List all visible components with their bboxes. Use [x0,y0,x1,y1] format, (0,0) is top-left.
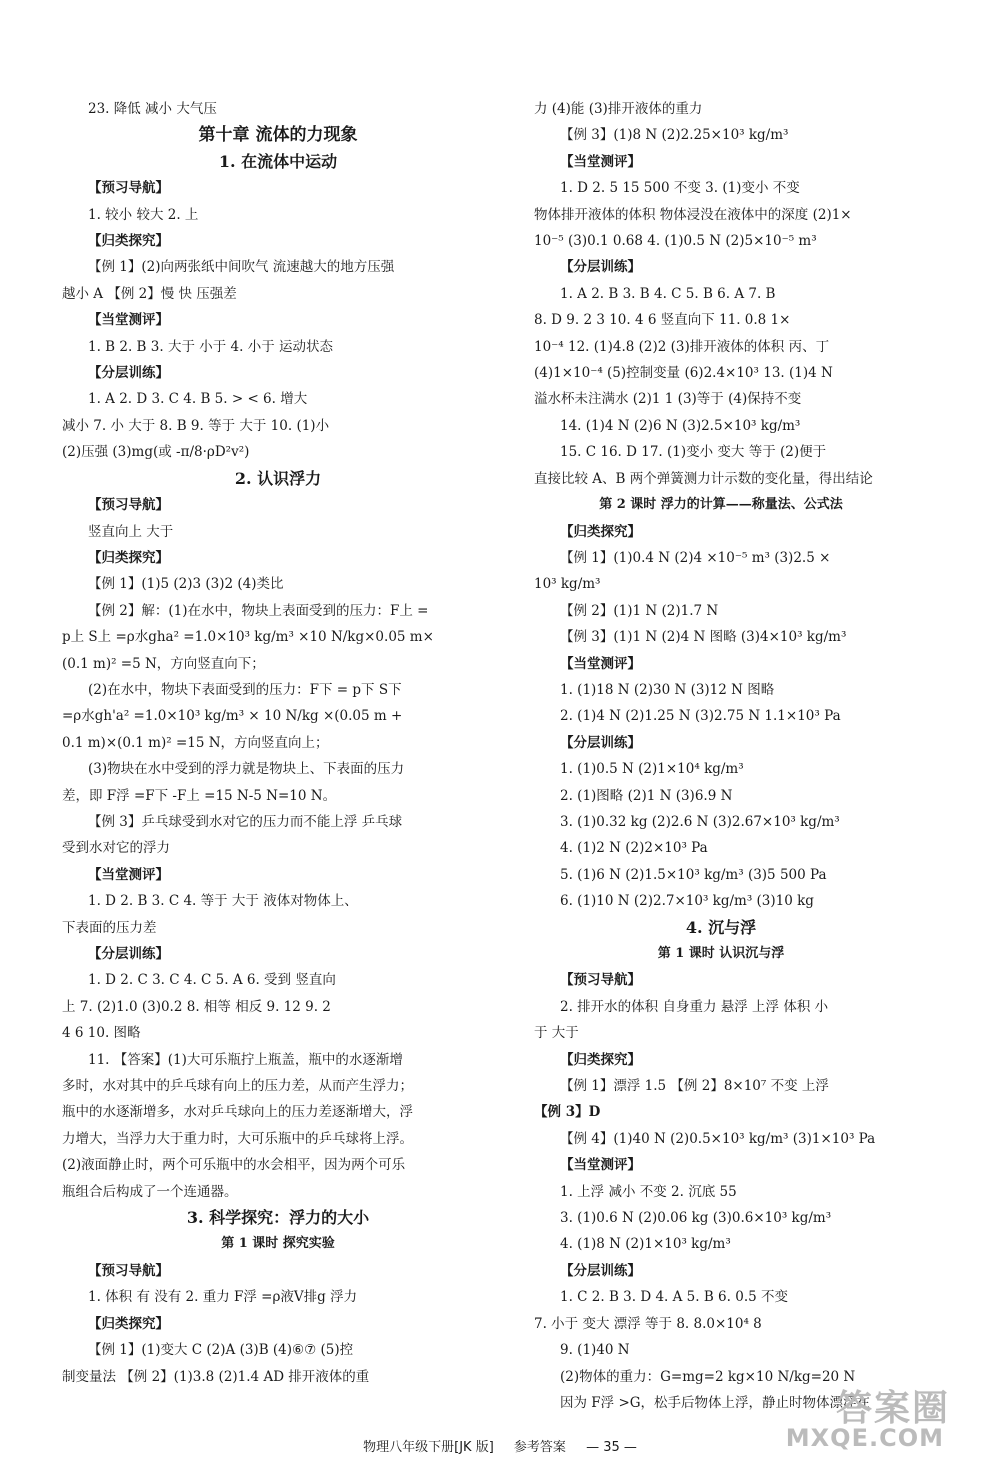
answer-line: 【例 4】(1)40 N (2)0.5×10³ kg/m³ (3)1×10³ Pa [560,1130,876,1147]
answer-line: 【例 2】(1)1 N (2)1.7 N [560,602,719,619]
answer-line: 14. (1)4 N (2)6 N (3)2.5×10³ kg/m³ [560,417,801,434]
footer-page-number: — 35 — [586,1440,637,1455]
answer-line-continued: 受到水对它的浮力 [62,840,170,857]
answer-line-continued: 物体排开液体的体积 物体浸没在液体中的深度 (2)1× [534,206,852,223]
answer-line: 1. B 2. B 3. 大于 小于 4. 小于 运动状态 [88,338,333,355]
answer-line: 【例 1】漂浮 1.5 【例 2】8×10⁷ 不变 上浮 [560,1078,829,1095]
section-tag: 【预习导航】 [88,497,169,514]
section-tag: 【分层训练】 [560,734,641,751]
section-tag: 【归类探究】 [88,1315,169,1332]
answer-line: 2. (1)4 N (2)1.25 N (3)2.75 N 1.1×10³ Pa [560,708,841,725]
answer-line-continued: 10⁻⁵ (3)0.1 0.68 4. (1)0.5 N (2)5×10⁻⁵ m³ [534,233,817,250]
answer-line: 5. (1)6 N (2)1.5×10³ kg/m³ (3)5 500 Pa [560,866,827,883]
answer-line: 1. (1)18 N (2)30 N (3)12 N 图略 [560,681,775,698]
answer-line-continued: 10³ kg/m³ [534,576,601,593]
section-tag: 【分层训练】 [88,946,169,962]
lesson-title: 2. 认识浮力 [234,468,322,488]
section-tag: 【分层训练】 [560,259,641,276]
answer-line: 11. 【答案】(1)大可乐瓶拧上瓶盖，瓶中的水逐渐增 [88,1051,403,1068]
section-tag: 【归类探究】 [88,549,169,566]
answer-line: 1. (1)0.5 N (2)1×10⁴ kg/m³ [560,761,744,778]
answer-line: (2)在水中，物块下表面受到的压力：F下 = p下 S下 [88,681,402,698]
right-column [534,96,908,1416]
answer-line: 【例 1】(1)0.4 N (2)4 ×10⁻⁵ m³ (3)2.5 × [560,549,831,566]
answer-line: 1. A 2. B 3. B 4. C 5. B 6. A 7. B [560,285,776,302]
lesson-title: 4. 沉与浮 [685,917,757,937]
answer-line: 【例 1】(2)向两张纸中间吹气 流速越大的地方压强 [88,259,395,276]
answer-line-continued: 于 大于 [534,1025,579,1042]
answer-line: 1. 较小 较大 2. 上 [88,206,199,223]
answer-line: 4. (1)2 N (2)2×10³ Pa [560,840,708,857]
section-tag: 【归类探究】 [88,233,169,250]
answer-line: 2. 排开水的体积 自身重力 悬浮 上浮 体积 小 [560,998,829,1015]
answer-line: 1. D 2. B 3. C 4. 等于 大于 液体对物体上、 [88,893,358,910]
section-tag: 【当堂测评】 [88,312,169,329]
chapter-title: 第十章 流体的力现象 [198,125,358,146]
answer-line: 【例 2】解：(1)在水中，物块上表面受到的压力：F上 = [88,602,429,619]
answer-line: 1. 体积 有 没有 2. 重力 F浮 =ρ液V排g 浮力 [88,1289,358,1306]
left-column [62,96,494,1390]
section-tag: 【当堂测评】 [560,1157,641,1174]
answer-line: 因为 F浮 >G，松手后物体上浮，静止时物体漂浮在 [560,1394,871,1411]
answer-line-continued: p上 S上 =ρ水gha² =1.0×10³ kg/m³ ×10 N/kg×0.05 m× [62,629,434,646]
answer-line: 【例 3】(1)1 N (2)4 N 图略 (3)4×10³ kg/m³ [560,629,847,646]
answer-line-continued: =ρ水gh'a² =1.0×10³ kg/m³ × 10 N/kg ×(0.05 m + [62,708,403,725]
answer-line: 15. C 16. D 17. (1)变小 变大 等于 (2)便于 [560,444,827,461]
answer-line: 1. D 2. C 3. C 4. C 5. A 6. 受到 竖直向 [88,972,336,989]
answer-line: 竖直向上 大于 [88,523,174,540]
answer-line-continued: 7. 小于 变大 漂浮 等于 8. 8.0×10⁴ 8 [534,1315,762,1332]
answer-line: 2. (1)图略 (2)1 N (3)6.9 N [560,787,733,804]
section-tag: 【例 3】D [534,1104,601,1121]
answer-line-continued: 8. D 9. 2 3 10. 4 6 竖直向下 11. 0.8 1× [534,312,791,329]
watermark-logo [720,1380,960,1460]
section-tag: 【当堂测评】 [560,153,641,170]
section-tag: 【预习导航】 [88,1262,169,1279]
section-tag: 【预习导航】 [88,180,169,197]
footer-section: 参考答案 [513,1440,566,1455]
answer-line-continued: 减小 7. 小 大于 8. B 9. 等于 大于 10. (1)小 [62,417,330,434]
answer-line: 1. 上浮 减小 不变 2. 沉底 55 [560,1183,737,1200]
answer-line-continued: 力 (4)能 (3)排开液体的重力 [534,101,703,117]
answer-line: 3. (1)0.32 kg (2)2.6 N (3)2.67×10³ kg/m³ [560,813,840,830]
answer-line-continued: 溢水杯未注满水 (2)1 1 (3)等于 (4)保持不变 [534,391,802,408]
answer-line-continued: 越小 A 【例 2】慢 快 压强差 [62,285,237,302]
answer-line: 3. (1)0.6 N (2)0.06 kg (3)0.6×10³ kg/m³ [560,1210,832,1227]
footer-book-title: 物理八年级下册[JK 版] [363,1440,494,1455]
answer-line-continued: 制变量法 【例 2】(1)3.8 (2)1.4 AD 排开液体的重 [62,1368,370,1385]
answer-line: (3)物块在水中受到的浮力就是物块上、下表面的压力 [88,761,405,778]
answer-line: 【例 1】(1)变大 C (2)A (3)B (4)⑥⑦ (5)控 [88,1342,354,1359]
lesson-subtitle: 第 1 课时 认识沉与浮 [657,946,785,961]
section-tag: 【分层训练】 [88,365,169,382]
lesson-subtitle: 第 1 课时 探究实验 [221,1236,335,1252]
answer-line-continued: 多时，水对其中的乒乓球有向上的压力差，从而产生浮力； [62,1078,413,1095]
answer-line-continued: 4 6 10. 图略 [62,1025,141,1042]
answer-line: 1. A 2. D 3. C 4. B 5. > < 6. 增大 [88,391,308,408]
answer-line-continued: (4)1×10⁻⁴ (5)控制变量 (6)2.4×10³ 13. (1)4 N [534,365,833,382]
section-tag: 【归类探究】 [560,1051,641,1068]
watermark-line-2: MXQE.COM [785,1424,944,1452]
answer-line-continued: 差，即 F浮 =F下 -F上 =15 N-5 N=10 N。 [62,787,337,804]
lesson-title: 1. 在流体中运动 [218,151,338,171]
section-tag: 【当堂测评】 [88,866,169,883]
answer-line-continued: (0.1 m)² =5 N，方向竖直向下； [62,655,265,672]
section-tag: 【分层训练】 [560,1262,641,1279]
answer-line-continued: 10⁻⁴ 12. (1)4.8 (2)2 (3)排开液体的体积 丙、丁 [534,338,830,355]
answer-line: 4. (1)8 N (2)1×10³ kg/m³ [560,1236,731,1253]
answer-line: 23. 降低 减小 大气压 [88,101,217,117]
answer-line-continued: 瓶中的水逐渐增多，水对乒乓球向上的压力差逐渐增大，浮 [62,1104,413,1121]
answer-line-continued: (2)液面静止时，两个可乐瓶中的水会相平，因为两个可乐 [62,1157,406,1174]
answer-line-continued: 瓶组合后构成了一个连通器。 [62,1183,238,1200]
answer-line: 【例 3】乒乓球受到水对它的压力而不能上浮 乒乓球 [88,813,403,830]
answer-line: 9. (1)40 N [560,1342,630,1359]
answer-line: 【例 1】(1)5 (2)3 (3)2 (4)类比 [88,576,284,593]
answer-line: (2)物体的重力：G=mg=2 kg×10 N/kg=20 N [560,1368,856,1385]
answer-line: 6. (1)10 N (2)2.7×10³ kg/m³ (3)10 kg [560,893,814,910]
lesson-title: 3. 科学探究：浮力的大小 [186,1208,370,1228]
answer-line-continued: 0.1 m)×(0.1 m)² =15 N，方向竖直向上； [62,734,329,751]
lesson-subtitle: 第 2 课时 浮力的计算——称量法、公式法 [599,497,843,513]
watermark-line-1: 答案圈 [835,1388,950,1429]
answer-line-continued: 直接比较 A、B 两个弹簧测力计示数的变化量，得出结论 [534,470,873,487]
answer-line-continued: 上 7. (2)1.0 (3)0.2 8. 相等 相反 9. 12 9. 2 [62,998,331,1015]
answer-line: 【例 3】(1)8 N (2)2.25×10³ kg/m³ [560,127,789,144]
answer-line-continued: 下表面的压力差 [62,919,157,936]
answer-line: 1. C 2. B 3. D 4. A 5. B 6. 0.5 不变 [560,1289,788,1306]
section-tag: 【预习导航】 [560,972,641,989]
answer-line-continued: 力增大，当浮力大于重力时，大可乐瓶中的乒乓球将上浮。 [62,1130,413,1147]
answer-line-continued: (2)压强 (3)mg(或 -π/8·ρD²v²) [62,444,250,461]
answer-line: 1. D 2. 5 15 500 不变 3. (1)变小 不变 [560,180,800,197]
section-tag: 【当堂测评】 [560,655,641,672]
section-tag: 【归类探究】 [560,523,641,540]
